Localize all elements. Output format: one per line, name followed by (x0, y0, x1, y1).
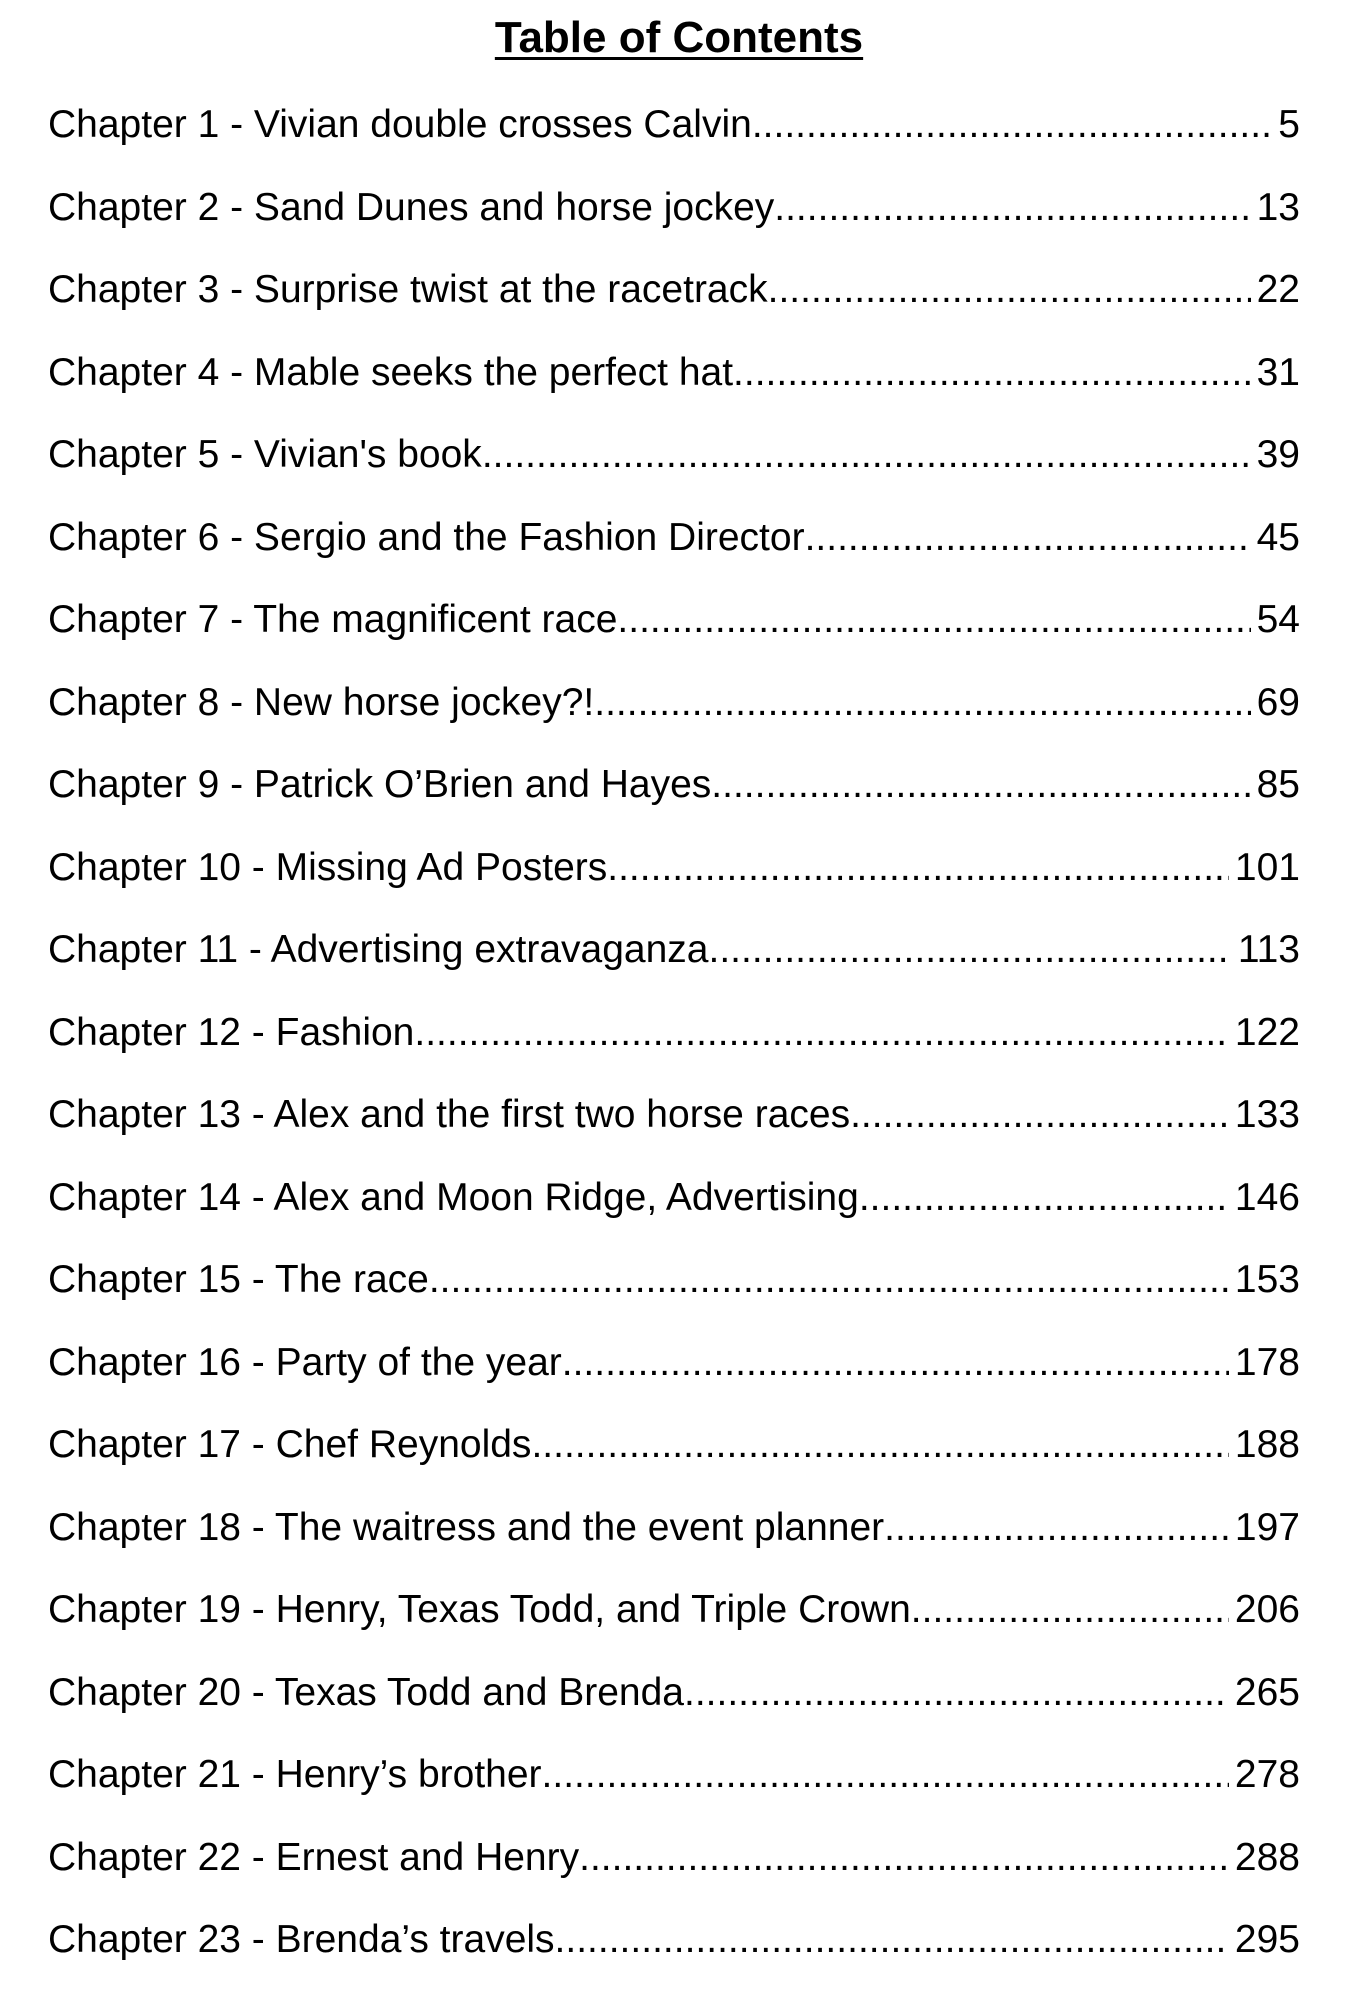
toc-entry (48, 343, 1300, 426)
dot-leader (684, 1663, 1229, 1723)
toc-entry-label: Chapter 8 - New horse jockey?! (48, 680, 595, 724)
toc-entry-label: Chapter 4 - Mable seeks the perfect hat (48, 350, 734, 394)
toc-entry-label: Chapter 21 - Henry’s brother (48, 1753, 542, 1796)
toc-entry-label: Chapter 14 - Alex and Moon Ridge, Advertising (48, 1175, 859, 1219)
toc-entry-label: Chapter 7 - The magnificent race (48, 598, 618, 641)
dot-leader (850, 1085, 1229, 1145)
toc-entry (48, 1580, 1300, 1663)
toc-entry (48, 838, 1300, 921)
toc-entry-page-number: 85 (1256, 763, 1300, 806)
toc-entry-page-number: 197 (1234, 1505, 1300, 1549)
dot-leader (579, 1828, 1229, 1888)
toc-entry (48, 1663, 1300, 1746)
toc-entry-label: Chapter 11 - Advertising extravaganza (48, 928, 709, 971)
toc-entry (48, 590, 1300, 673)
toc-list (48, 95, 1300, 1993)
dot-leader (733, 343, 1251, 403)
dot-leader (482, 425, 1251, 485)
toc-entry (48, 178, 1300, 261)
toc-entry-page-number: 13 (1256, 185, 1300, 229)
toc-entry (48, 673, 1300, 756)
toc-entry-page-number: 31 (1256, 350, 1300, 394)
toc-entry (48, 920, 1300, 1003)
toc-entry-label: Chapter 12 - Fashion (48, 1010, 415, 1054)
toc-entry-page-number: 288 (1234, 1835, 1300, 1879)
toc-entry-page-number: 206 (1234, 1588, 1300, 1631)
dot-leader (768, 260, 1251, 320)
dot-leader (774, 178, 1250, 238)
toc-entry-page-number: 265 (1234, 1670, 1300, 1714)
dot-leader (429, 1250, 1229, 1310)
dot-leader (617, 590, 1250, 650)
toc-entry-page-number: 39 (1256, 433, 1300, 476)
toc-entry-label: Chapter 2 - Sand Dunes and horse jockey (48, 185, 775, 229)
toc-entry (48, 1168, 1300, 1251)
dot-leader (594, 673, 1250, 733)
toc-entry-page-number: 153 (1234, 1258, 1300, 1301)
dot-leader (711, 755, 1250, 815)
toc-entry-page-number: 45 (1256, 515, 1300, 559)
toc-entry-page-number: 122 (1234, 1010, 1300, 1054)
toc-entry (48, 95, 1300, 178)
toc-entry (48, 1250, 1300, 1333)
toc-entry-label: Chapter 15 - The race (48, 1258, 429, 1301)
toc-title: Table of Contents (494, 13, 864, 62)
dot-leader (884, 1498, 1229, 1558)
toc-entry (48, 1910, 1300, 1993)
toc-entry-page-number: 133 (1234, 1093, 1300, 1136)
toc-entry-label: Chapter 10 - Missing Ad Posters (48, 845, 608, 889)
toc-entry (48, 508, 1300, 591)
toc-entry (48, 755, 1300, 838)
toc-entry-page-number: 69 (1256, 680, 1300, 724)
toc-entry-page-number: 146 (1234, 1175, 1300, 1219)
toc-entry-label: Chapter 5 - Vivian's book (48, 433, 482, 476)
toc-entry-page-number: 101 (1234, 845, 1300, 889)
toc-entry-label: Chapter 18 - The waitress and the event planner (48, 1505, 885, 1549)
toc-entry-label: Chapter 1 - Vivian double crosses Calvin (48, 103, 752, 146)
toc-entry-label: Chapter 20 - Texas Todd and Brenda (48, 1670, 684, 1714)
toc-entry-label: Chapter 22 - Ernest and Henry (48, 1835, 580, 1879)
dot-leader (859, 1168, 1229, 1228)
toc-entry (48, 1003, 1300, 1086)
toc-entry (48, 1415, 1300, 1498)
toc-entry (48, 1333, 1300, 1416)
toc-entry-page-number: 54 (1256, 598, 1300, 641)
toc-entry-label: Chapter 16 - Party of the year (48, 1340, 562, 1384)
dot-leader (542, 1745, 1229, 1805)
dot-leader (414, 1003, 1229, 1063)
toc-entry (48, 1828, 1300, 1911)
toc-entry (48, 1498, 1300, 1581)
toc-entry-label: Chapter 13 - Alex and the first two horse races (48, 1093, 851, 1136)
toc-entry (48, 1745, 1300, 1828)
toc-entry-label: Chapter 23 - Brenda’s travels (48, 1918, 555, 1961)
toc-entry (48, 260, 1300, 343)
dot-leader (607, 838, 1229, 898)
toc-entry (48, 425, 1300, 508)
toc-entry-page-number: 22 (1256, 268, 1300, 311)
toc-entry-label: Chapter 6 - Sergio and the Fashion Director (48, 515, 805, 559)
dot-leader (911, 1580, 1229, 1640)
dot-leader (709, 920, 1232, 980)
toc-entry-label: Chapter 9 - Patrick O’Brien and Hayes (48, 763, 712, 806)
toc-entry-label: Chapter 17 - Chef Reynolds (48, 1423, 532, 1466)
toc-entry-page-number: 188 (1234, 1423, 1300, 1466)
dot-leader (531, 1415, 1228, 1475)
toc-entry-page-number: 295 (1234, 1918, 1300, 1961)
toc-entry-page-number: 178 (1234, 1340, 1300, 1384)
dot-leader (805, 508, 1251, 568)
dot-leader (562, 1333, 1229, 1393)
toc-entry-page-number: 278 (1234, 1753, 1300, 1796)
toc-entry-label: Chapter 3 - Surprise twist at the racetrack (48, 268, 768, 311)
toc-entry-page-number: 5 (1278, 103, 1300, 146)
toc-entry (48, 1085, 1300, 1168)
toc-entry-page-number: 113 (1237, 928, 1300, 971)
dot-leader (555, 1910, 1229, 1970)
toc-entry-label: Chapter 19 - Henry, Texas Todd, and Triple Crown (48, 1588, 911, 1631)
dot-leader (752, 95, 1272, 155)
